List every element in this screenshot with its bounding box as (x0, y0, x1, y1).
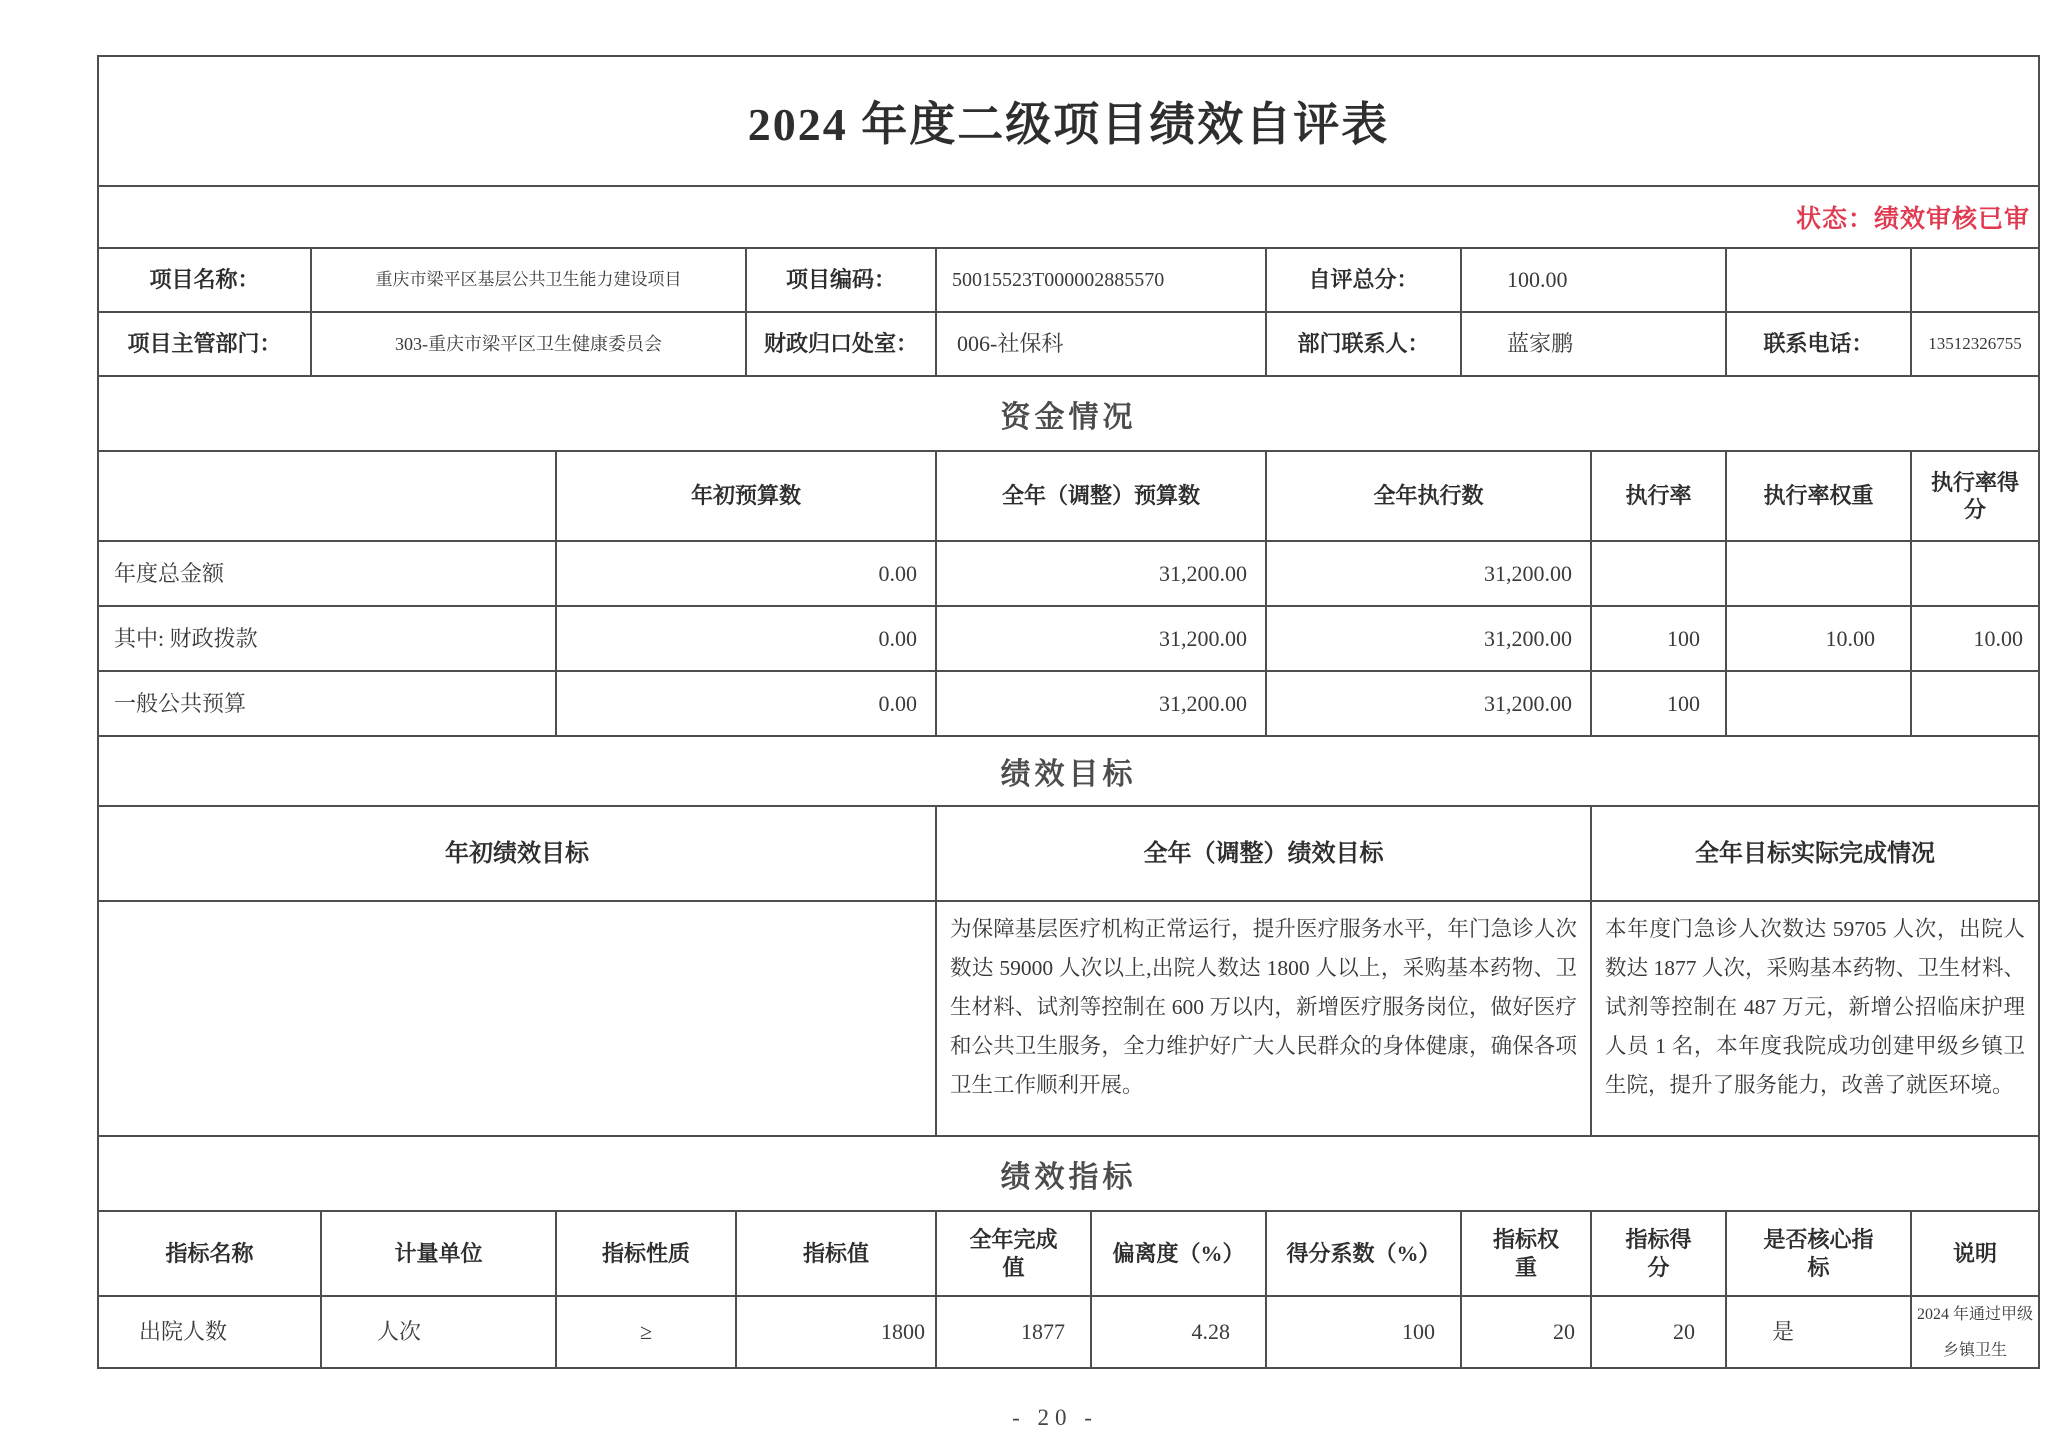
dept-value: 303-重庆市梁平区卫生健康委员会 (312, 313, 747, 375)
ind-header-nature: 指标性质 (557, 1212, 737, 1295)
exec-rate-score-value: 10.00 (1973, 625, 2023, 651)
initial-budget-value: 0.00 (557, 542, 937, 605)
exec-rate-value: 100 (1592, 672, 1727, 735)
indicator-deviation-value: 4.28 (1092, 1297, 1267, 1367)
indicator-score-value: 20 (1592, 1297, 1727, 1367)
exec-rate-weight-value (1727, 672, 1912, 735)
contact-person-label: 部门联系人： (1267, 313, 1462, 375)
ind-header-name: 指标名称 (99, 1212, 322, 1295)
initial-budget-value: 0.00 (557, 607, 937, 670)
executed-value: 31,200.00 (1267, 672, 1592, 735)
executed-value: 31,200.00 (1267, 607, 1592, 670)
funds-header-blank (99, 452, 557, 540)
self-score-value: 100.00 (1462, 249, 1727, 311)
funds-header-adjusted-budget: 全年（调整）预算数 (937, 452, 1267, 540)
phone-value: 13512326755 (1928, 334, 2022, 354)
status-badge: 状态：绩效审核已审 (1795, 206, 2030, 233)
indicator-nature: ≥ (557, 1297, 737, 1367)
indicator-name: 出院人数 (99, 1297, 322, 1367)
funds-row-fiscal (99, 607, 2038, 672)
goals-header-adjusted: 全年（调整）绩效目标 (937, 807, 1592, 900)
goals-section-title: 绩效目标 (1000, 758, 1137, 791)
funds-row-name: 其中: 财政拨款 (99, 607, 557, 670)
phone-label: 联系电话： (1727, 313, 1912, 375)
funds-header-initial-budget: 年初预算数 (557, 452, 937, 540)
funds-row-name: 一般公共预算 (99, 672, 557, 735)
ind-header-score: 指标得分 (1592, 1212, 1727, 1295)
ind-header-note: 说明 (1952, 1240, 1997, 1266)
funds-header-exec-rate-weight: 执行率权重 (1727, 452, 1912, 540)
project-name-label: 项目名称： (99, 249, 312, 311)
indicator-score-coef-value: 100 (1267, 1297, 1462, 1367)
page-title: 2024 年度二级项目绩效自评表 (747, 99, 1390, 150)
ind-header-deviation: 偏离度（%） (1092, 1212, 1267, 1295)
funds-row-name: 年度总金额 (99, 542, 557, 605)
evaluation-form (97, 55, 2040, 1369)
adjusted-goal-text: 为保障基层医疗机构正常运行，提升医疗服务水平，年门急诊人次数达 59000 人次以上,出院人数达 1800 人以上，采购基本药物、卫生材料、试剂等控制在 600 万以内，新增医疗服务岗位，做好医疗和公共卫生服务，全力维护好广大人民群众的身体健康，确保各项卫生工作顺利开展。 (937, 902, 1592, 1135)
goals-header-row (99, 807, 2038, 902)
exec-rate-weight-value: 10.00 (1727, 607, 1912, 670)
indicator-is-core-value: 是 (1727, 1297, 1912, 1367)
exec-rate-value (1592, 542, 1727, 605)
dept-label: 项目主管部门： (99, 313, 312, 375)
goals-content-row (99, 902, 2038, 1137)
indicator-target-value: 1800 (737, 1297, 937, 1367)
funds-header-exec-rate: 执行率 (1592, 452, 1727, 540)
indicators-section-title: 绩效指标 (1000, 1160, 1137, 1194)
indicators-header-row (99, 1212, 2038, 1297)
initial-goal-text (99, 902, 937, 1135)
title-row (99, 57, 2038, 187)
project-code-label: 项目编码： (747, 249, 937, 311)
exec-rate-score-value (1912, 542, 2038, 605)
project-code-value: 50015523T000002885570 (937, 249, 1267, 311)
funds-row-public-budget (99, 672, 2038, 737)
funds-header-executed: 全年执行数 (1267, 452, 1592, 540)
exec-rate-score-value (1912, 672, 2038, 735)
exec-rate-value: 100 (1592, 607, 1727, 670)
contact-person-value: 蓝家鹏 (1462, 313, 1727, 375)
empty-cell (1912, 249, 2038, 311)
status-row (99, 187, 2038, 249)
goals-section-row (99, 737, 2038, 807)
ind-header-target: 指标值 (737, 1212, 937, 1295)
goals-header-actual: 全年目标实际完成情况 (1695, 840, 1935, 867)
ind-header-unit: 计量单位 (322, 1212, 557, 1295)
indicator-completed-value: 1877 (937, 1297, 1092, 1367)
project-name-value: 重庆市梁平区基层公共卫生能力建设项目 (312, 249, 747, 311)
initial-budget-value: 0.00 (557, 672, 937, 735)
finance-office-value: 006-社保科 (937, 313, 1267, 375)
project-info-row (99, 249, 2038, 313)
funds-section-row (99, 377, 2038, 452)
adjusted-budget-value: 31,200.00 (937, 672, 1267, 735)
page-number: - 20 - (1012, 1405, 1098, 1430)
self-score-label: 自评总分： (1267, 249, 1462, 311)
indicator-note: 2024 年通过甲级乡镇卫生 (1916, 1306, 2033, 1359)
ind-header-weight: 指标权重 (1462, 1212, 1592, 1295)
funds-row-total (99, 542, 2038, 607)
empty-cell (1727, 249, 1912, 311)
indicators-section-row (99, 1137, 2038, 1212)
goals-header-initial: 年初绩效目标 (99, 807, 937, 900)
adjusted-budget-value: 31,200.00 (937, 542, 1267, 605)
executed-value: 31,200.00 (1267, 542, 1592, 605)
funds-header-row (99, 452, 2038, 542)
department-info-row (99, 313, 2038, 377)
funds-section-title: 资金情况 (1000, 400, 1137, 434)
indicator-unit: 人次 (322, 1297, 557, 1367)
indicator-row (99, 1297, 2038, 1367)
indicator-weight-value: 20 (1462, 1297, 1592, 1367)
ind-header-is-core: 是否核心指标 (1727, 1212, 1912, 1295)
actual-completion-text: 本年度门急诊人次数达 59705 人次，出院人数达 1877 人次，采购基本药物、卫生材料、试剂等控制在 487 万元，新增公招临床护理人员 1 名，本年度我院成功创建甲级乡镇卫生院，提升了服务能力，改善了就医环境。 (1605, 917, 2025, 1097)
ind-header-score-coef: 得分系数（%） (1267, 1212, 1462, 1295)
adjusted-budget-value: 31,200.00 (937, 607, 1267, 670)
finance-office-label: 财政归口处室： (747, 313, 937, 375)
exec-rate-weight-value (1727, 542, 1912, 605)
funds-header-exec-rate-score: 执行率得分 (1930, 469, 2019, 522)
ind-header-completed: 全年完成值 (937, 1212, 1092, 1295)
